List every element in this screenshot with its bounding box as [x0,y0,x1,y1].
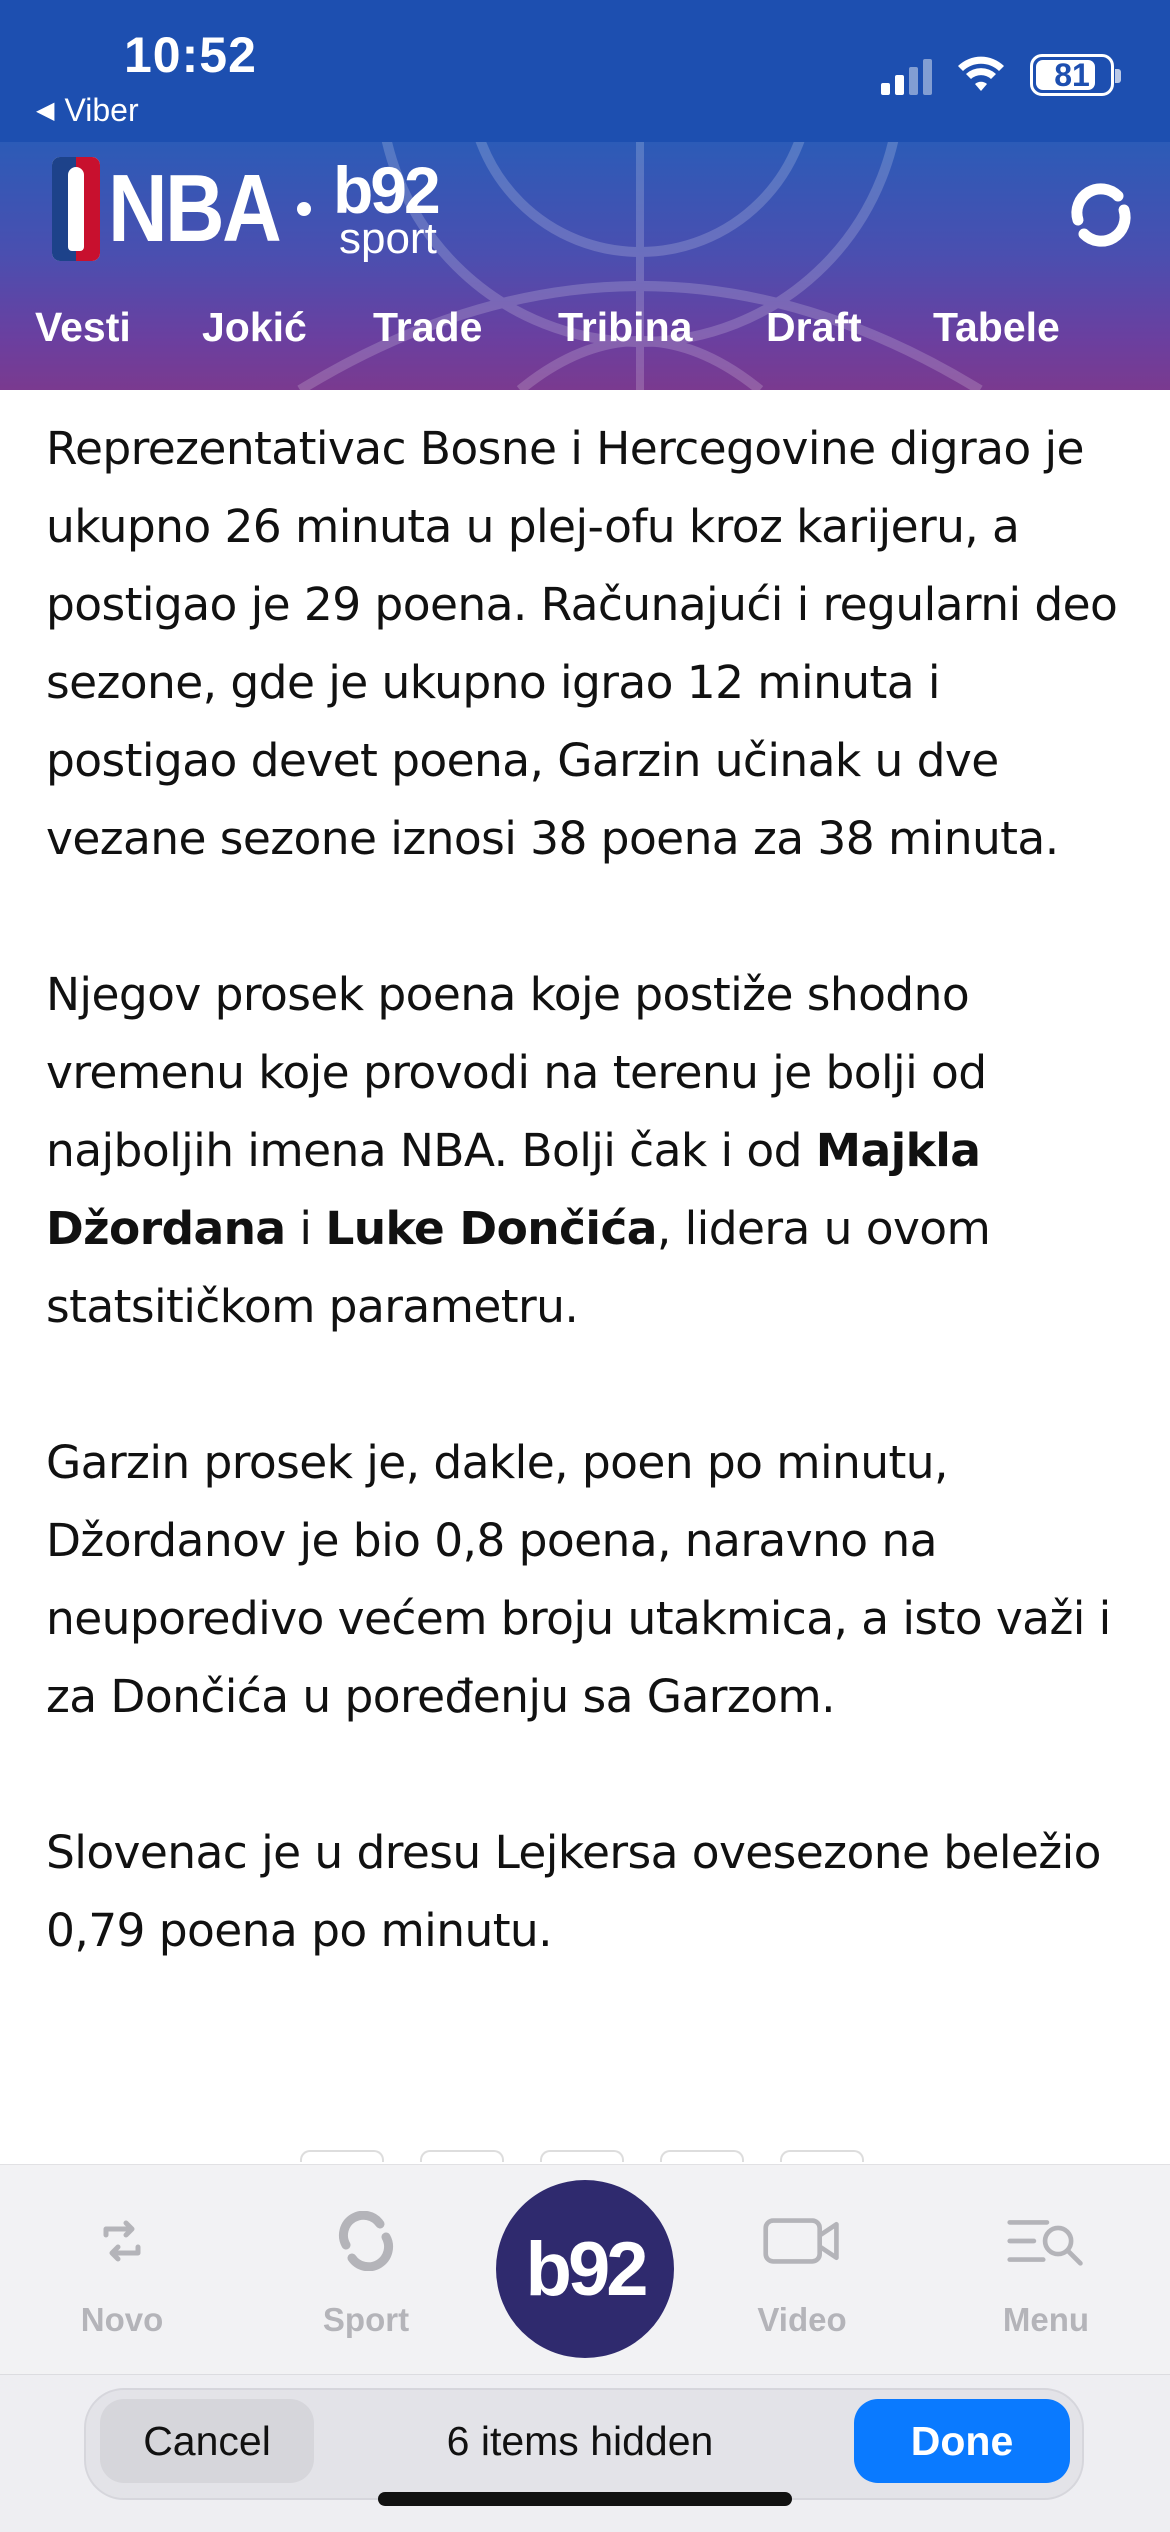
back-app-label: Viber [64,92,139,128]
status-icons [881,54,1114,96]
tab-jokic[interactable]: Jokić [202,304,307,350]
article-paragraph: Garzin prosek je, dakle, poen po minutu, Džordanov je bio 0,8 poena, naravno na neuporedivo većem broju utakmica, a isto važi i za Dončića u poređenju sa Garzom. [46,1436,1111,1723]
battery-level: 81 [1054,56,1090,93]
b92-home-button[interactable]: b92 [496,2180,674,2358]
repeat-icon [92,2211,152,2271]
article-text: i [285,1202,326,1255]
battery-icon [1030,54,1114,96]
back-to-app-link[interactable] [36,92,139,129]
article-paragraph: Reprezentativac Bosne i Hercegovine digrao je ukupno 26 minuta u plej-ofu kroz karijeru, a postigao je 29 poena. Računajući i regularni deo sezone, gde je ukupno igrao 12 minuta i postigao devet poena, Garzin učinak u dve vezane sezone iznosi 38 poena za 38 minuta. [46,422,1118,865]
wifi-icon [956,55,1006,95]
article-paragraph: Slovenac je u dresu Lejkersa ovesezone beležio 0,79 poena po minutu. [46,1826,1101,1957]
back-triangle-icon: ◀ [36,97,55,124]
cancel-button[interactable]: Cancel [100,2399,314,2483]
site-header [0,142,1170,390]
status-bar [0,0,1170,142]
article-body [46,410,1136,1970]
tab-tribina[interactable]: Tribina [558,304,693,350]
sport-logo-text: sport [338,214,437,263]
tab-vesti[interactable]: Vesti [35,304,131,350]
site-logo[interactable] [52,154,438,264]
highlight-name-doncic: Luke Dončića [325,1202,657,1255]
video-camera-icon [762,2211,842,2271]
nba-logo-icon [52,157,100,261]
hidden-items-count: 6 items hidden [446,2417,714,2464]
article-paragraph [46,956,1136,1346]
logo-separator-dot [297,202,311,216]
nav-sport-label: Sport [322,2301,410,2338]
nav-novo[interactable] [22,2201,222,2339]
tab-trade[interactable]: Trade [373,304,483,350]
done-button[interactable]: Done [854,2399,1070,2483]
nav-video[interactable] [702,2201,902,2339]
tab-tabele[interactable]: Tabele [933,304,1060,350]
b92-logo-text: b92 [332,153,438,227]
article-text: , lidera u ovom statsitičkom parametru. [46,1202,991,1333]
content-peek-tabs [300,2150,864,2162]
nba-logo-text: NBA [108,155,280,262]
nav-video-label: Video [757,2301,847,2338]
b92-sport-logo [332,153,438,263]
nav-menu-label: Menu [1002,2301,1090,2338]
menu-search-icon [1006,2211,1086,2271]
highlight-name-jordan: Majkla Džordana [46,1124,981,1255]
sport-refresh-icon [336,2211,396,2271]
status-time: 10:52 [124,27,257,83]
nav-novo-label: Novo [80,2301,164,2338]
category-tabs [0,290,1170,370]
nav-menu[interactable] [946,2201,1146,2339]
home-indicator[interactable] [378,2492,792,2506]
article-text: Njegov prosek poena koje postiže shodno vremenu koje provodi na terenu je bolji od najboljih imena NBA. Bolji čak i od [46,968,987,1177]
tab-draft[interactable]: Draft [766,304,862,350]
cellular-signal-icon [881,55,932,95]
refresh-icon[interactable] [1066,180,1136,250]
nav-sport[interactable] [266,2201,466,2339]
